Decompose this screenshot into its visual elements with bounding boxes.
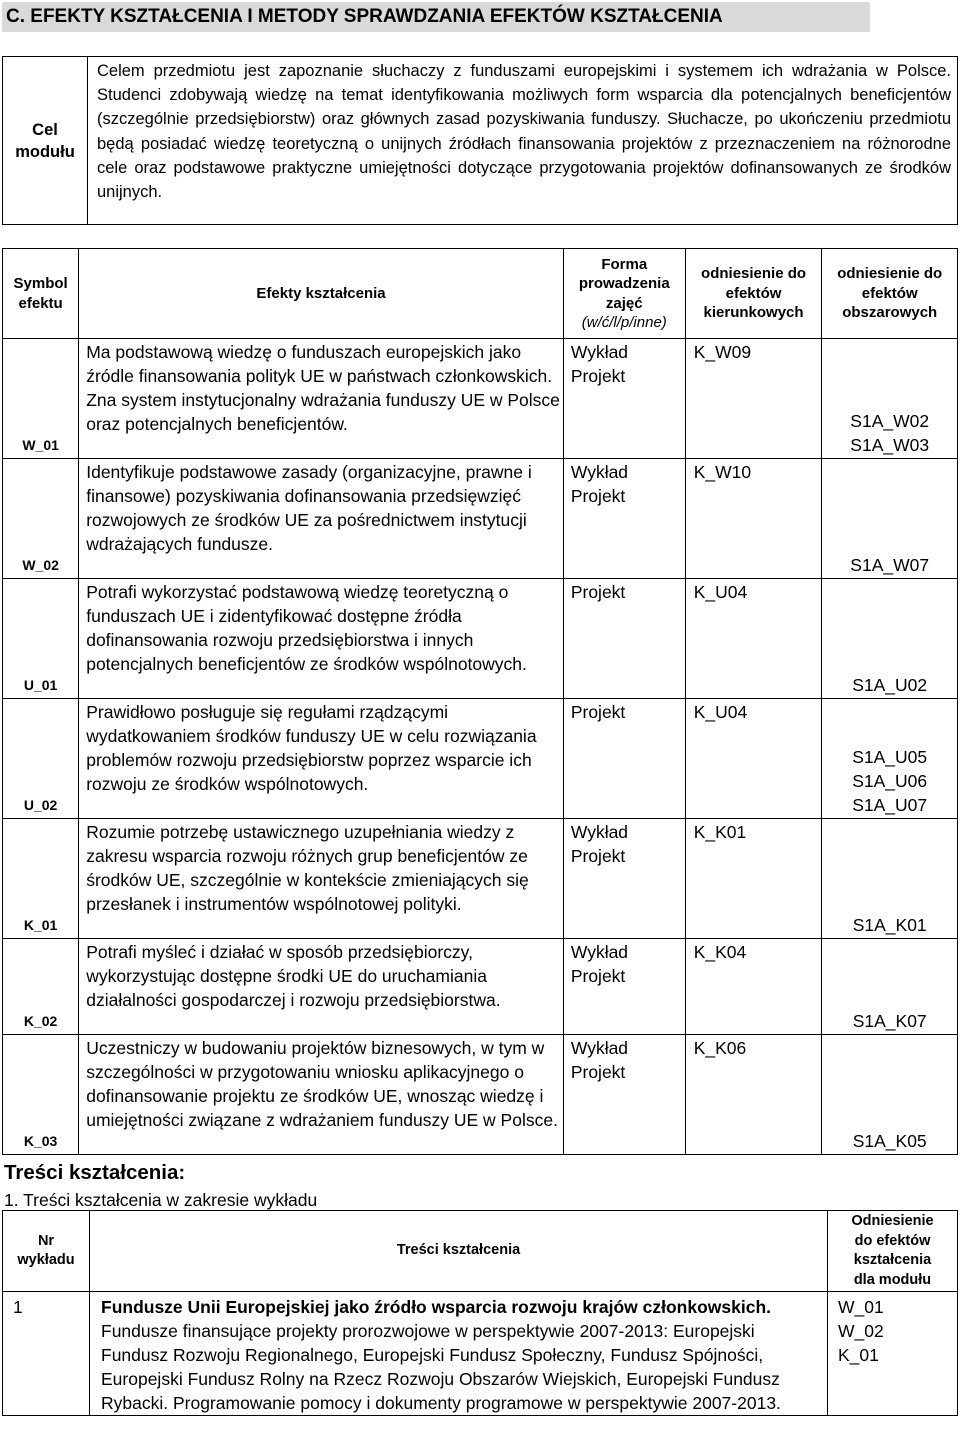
header-obszarowe: odniesienie do efektów obszarowych [822,249,958,339]
efekt-row [3,819,958,939]
efekt-kierunkowy: K_W10 [685,459,822,579]
efekt-description: Prawidłowo posługuje się regułami rządzącymi wydatkowaniem środków funduszy UE w celu rozwiązania problemów rozwoju przedsiębiorstw poprzez wsparcie ich rozwoju ze środków wspólnotowych. [79,699,564,819]
efekt-symbol: U_01 [3,579,79,699]
efekt-row [3,459,958,579]
efekt-kierunkowy: K_K01 [685,819,822,939]
header-kierunkowe: odniesienie do efektów kierunkowych [685,249,822,339]
efekt-symbol: K_01 [3,819,79,939]
efekt-symbol: W_01 [3,339,79,459]
efekt-forma: Wykład Projekt [563,939,685,1035]
efekt-row [3,579,958,699]
efekt-kierunkowy: K_K06 [685,1035,822,1155]
wyklad-row [3,1292,958,1416]
efekt-row [3,339,958,459]
section-heading: C. EFEKTY KSZTAŁCENIA I METODY SPRAWDZANIA EFEKTÓW KSZTAŁCENIA [2,2,870,32]
efekt-obszarowy: S1A_U02 [822,579,958,699]
header-odniesienie: Odniesienie do efektów kształcenia dla modułu [828,1211,958,1292]
wyklad-nr: 1 [3,1292,90,1416]
efekt-symbol: K_03 [3,1035,79,1155]
efekt-description: Rozumie potrzebę ustawicznego uzupełniania wiedzy z zakresu wsparcia rozwoju różnych grup beneficjentów ze środków UE, szczególnie w kontekście zmieniających się przesłanek i instrumentów wspólnotowej polityki. [79,819,564,939]
efekt-obszarowy: S1A_K07 [822,939,958,1035]
efekt-kierunkowy: K_U04 [685,699,822,819]
header-forma: Forma prowadzenia zajęć (w/ć/l/p/inne) [563,249,685,339]
efekt-forma: Projekt [563,699,685,819]
efekt-kierunkowy: K_U04 [685,579,822,699]
efekt-kierunkowy: K_K04 [685,939,822,1035]
efekt-row [3,939,958,1035]
cel-modulu-label: Cel modułu [3,57,88,225]
efekt-obszarowy: S1A_U05 S1A_U06 S1A_U07 [822,699,958,819]
efekt-row [3,699,958,819]
efekty-table [2,248,958,1155]
efekt-forma: Wykład Projekt [563,1035,685,1155]
efekt-obszarowy: S1A_K01 [822,819,958,939]
tresci-subtitle: 1. Treści kształcenia w zakresie wykładu [4,1190,318,1210]
efekt-kierunkowy: K_W09 [685,339,822,459]
wyklad-tresc [90,1292,828,1416]
efekt-symbol: W_02 [3,459,79,579]
efekt-description: Potrafi myśleć i działać w sposób przedsiębiorczy, wykorzystując dostępne środki UE do uruchamiania działalności gospodarczej i rozwoju przedsiębiorstwa. [79,939,564,1035]
efekt-forma: Projekt [563,579,685,699]
efekt-obszarowy: S1A_W07 [822,459,958,579]
cel-modulu-table [2,56,958,225]
wyklad-odniesienie: W_01 W_02 K_01 [828,1292,958,1416]
efekt-row [3,1035,958,1155]
tresci-wykladu-table [2,1210,958,1416]
efekt-forma: Wykład Projekt [563,819,685,939]
efekt-symbol: K_02 [3,939,79,1035]
header-tresci: Treści kształcenia [90,1211,828,1292]
efekt-description: Uczestniczy w budowaniu projektów biznesowych, w tym w szczególności w przygotowaniu wniosku aplikacyjnego o dofinansowanie projektu ze środków UE, wnosząc wiedzę i umiejętności związane z wdrażaniem funduszy UE w Polsce. [79,1035,564,1155]
efekt-obszarowy: S1A_W02 S1A_W03 [822,339,958,459]
wyklad-tresc-title: Fundusze Unii Europejskiej jako źródło wsparcia rozwoju krajów członkowskich. [101,1297,772,1317]
header-efekty: Efekty kształcenia [79,249,564,339]
wyklad-tresc-text: Fundusze finansujące projekty prorozwojowe w perspektywie 2007-2013: Europejski Fundusz Rozwoju Regionalnego, Europejski Fundusz Społeczny, Fundusz Spójności, Europejski Fundusz Rolny na Rzecz Rozwoju Obszarów Wiejskich, Europejski Fundusz Rybacki. Programowanie pomocy i dokumenty programowe w perspektywie 2007-2013. [101,1321,781,1413]
tresci-title: Treści kształcenia: [4,1161,186,1184]
header-nr-wykladu: Nr wykładu [3,1211,90,1292]
efekt-description: Ma podstawową wiedzę o funduszach europejskich jako źródle finansowania polityk UE w państwach członkowskich. Zna system instytucjonalny wdrażania funduszy UE w Polsce oraz potencjalnych beneficjentów. [79,339,564,459]
efekt-description: Identyfikuje podstawowe zasady (organizacyjne, prawne i finansowe) pozyskiwania dofinansowania przedsięwzięć rozwojowych ze środków UE za pośrednictwem instytucji wdrażających fundusze. [79,459,564,579]
efekt-symbol: U_02 [3,699,79,819]
cel-modulu-text: Celem przedmiotu jest zapoznanie słuchaczy z funduszami europejskimi i systemem ich wdrażania w Polsce. Studenci zdobywają wiedzę na temat identyfikowania możliwych form wsparcia dla potencjalnych beneficjentów (szczególnie przedsiębiorstw) oraz głównych zasad pozyskiwania funduszy. Słuchacze, po ukończeniu przedmiotu będą posiadać wiedzę teoretyczną o unijnych źródłach finansowania projektów z przeznaczeniem na różnorodne cele oraz podstawowe praktyczne umiejętności dotyczące przygotowania projektów dofinansowanych ze środków unijnych. [88,57,958,225]
efekt-obszarowy: S1A_K05 [822,1035,958,1155]
efekt-forma: Wykład Projekt [563,339,685,459]
efekt-forma: Wykład Projekt [563,459,685,579]
efekt-description: Potrafi wykorzystać podstawową wiedzę teoretyczną o funduszach UE i zidentyfikować dostępne źródła dofinansowania rozwoju przedsiębiorstwa i innych potencjalnych beneficjentów ze środków wspólnotowych. [79,579,564,699]
header-symbol: Symbol efektu [3,249,79,339]
